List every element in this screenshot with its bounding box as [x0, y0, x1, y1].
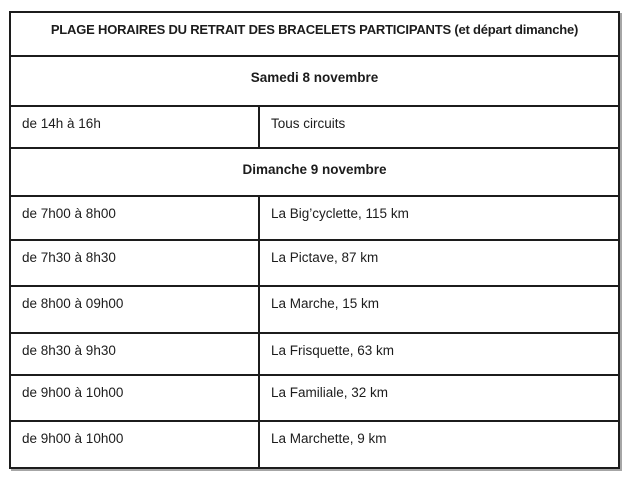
table-title: PLAGE HORAIRES DU RETRAIT DES BRACELETS PARTICIPANTS (et départ dimanche) — [10, 12, 619, 56]
schedule-table — [9, 11, 620, 469]
table-row — [10, 106, 619, 148]
time-cell: de 8h30 à 9h30 — [10, 333, 259, 375]
section-header-dimanche: Dimanche 9 novembre — [10, 148, 619, 196]
table-row — [10, 148, 619, 196]
table-row — [10, 421, 619, 468]
time-cell: de 8h00 à 09h00 — [10, 286, 259, 333]
table-row — [10, 12, 619, 56]
table-row — [10, 286, 619, 333]
table-row — [10, 375, 619, 421]
circuit-cell: La Frisquette, 63 km — [259, 333, 619, 375]
time-cell: de 14h à 16h — [10, 106, 259, 148]
circuit-cell: La Marche, 15 km — [259, 286, 619, 333]
table-row — [10, 240, 619, 286]
table-row — [10, 333, 619, 375]
circuit-cell: La Familiale, 32 km — [259, 375, 619, 421]
circuit-cell: Tous circuits — [259, 106, 619, 148]
circuit-cell: La Big’cyclette, 115 km — [259, 196, 619, 240]
table-row — [10, 56, 619, 106]
circuit-cell: La Marchette, 9 km — [259, 421, 619, 468]
schedule-document — [9, 11, 620, 469]
table-row — [10, 196, 619, 240]
time-cell: de 7h30 à 8h30 — [10, 240, 259, 286]
time-cell: de 7h00 à 8h00 — [10, 196, 259, 240]
section-header-samedi: Samedi 8 novembre — [10, 56, 619, 106]
time-cell: de 9h00 à 10h00 — [10, 421, 259, 468]
circuit-cell: La Pictave, 87 km — [259, 240, 619, 286]
time-cell: de 9h00 à 10h00 — [10, 375, 259, 421]
